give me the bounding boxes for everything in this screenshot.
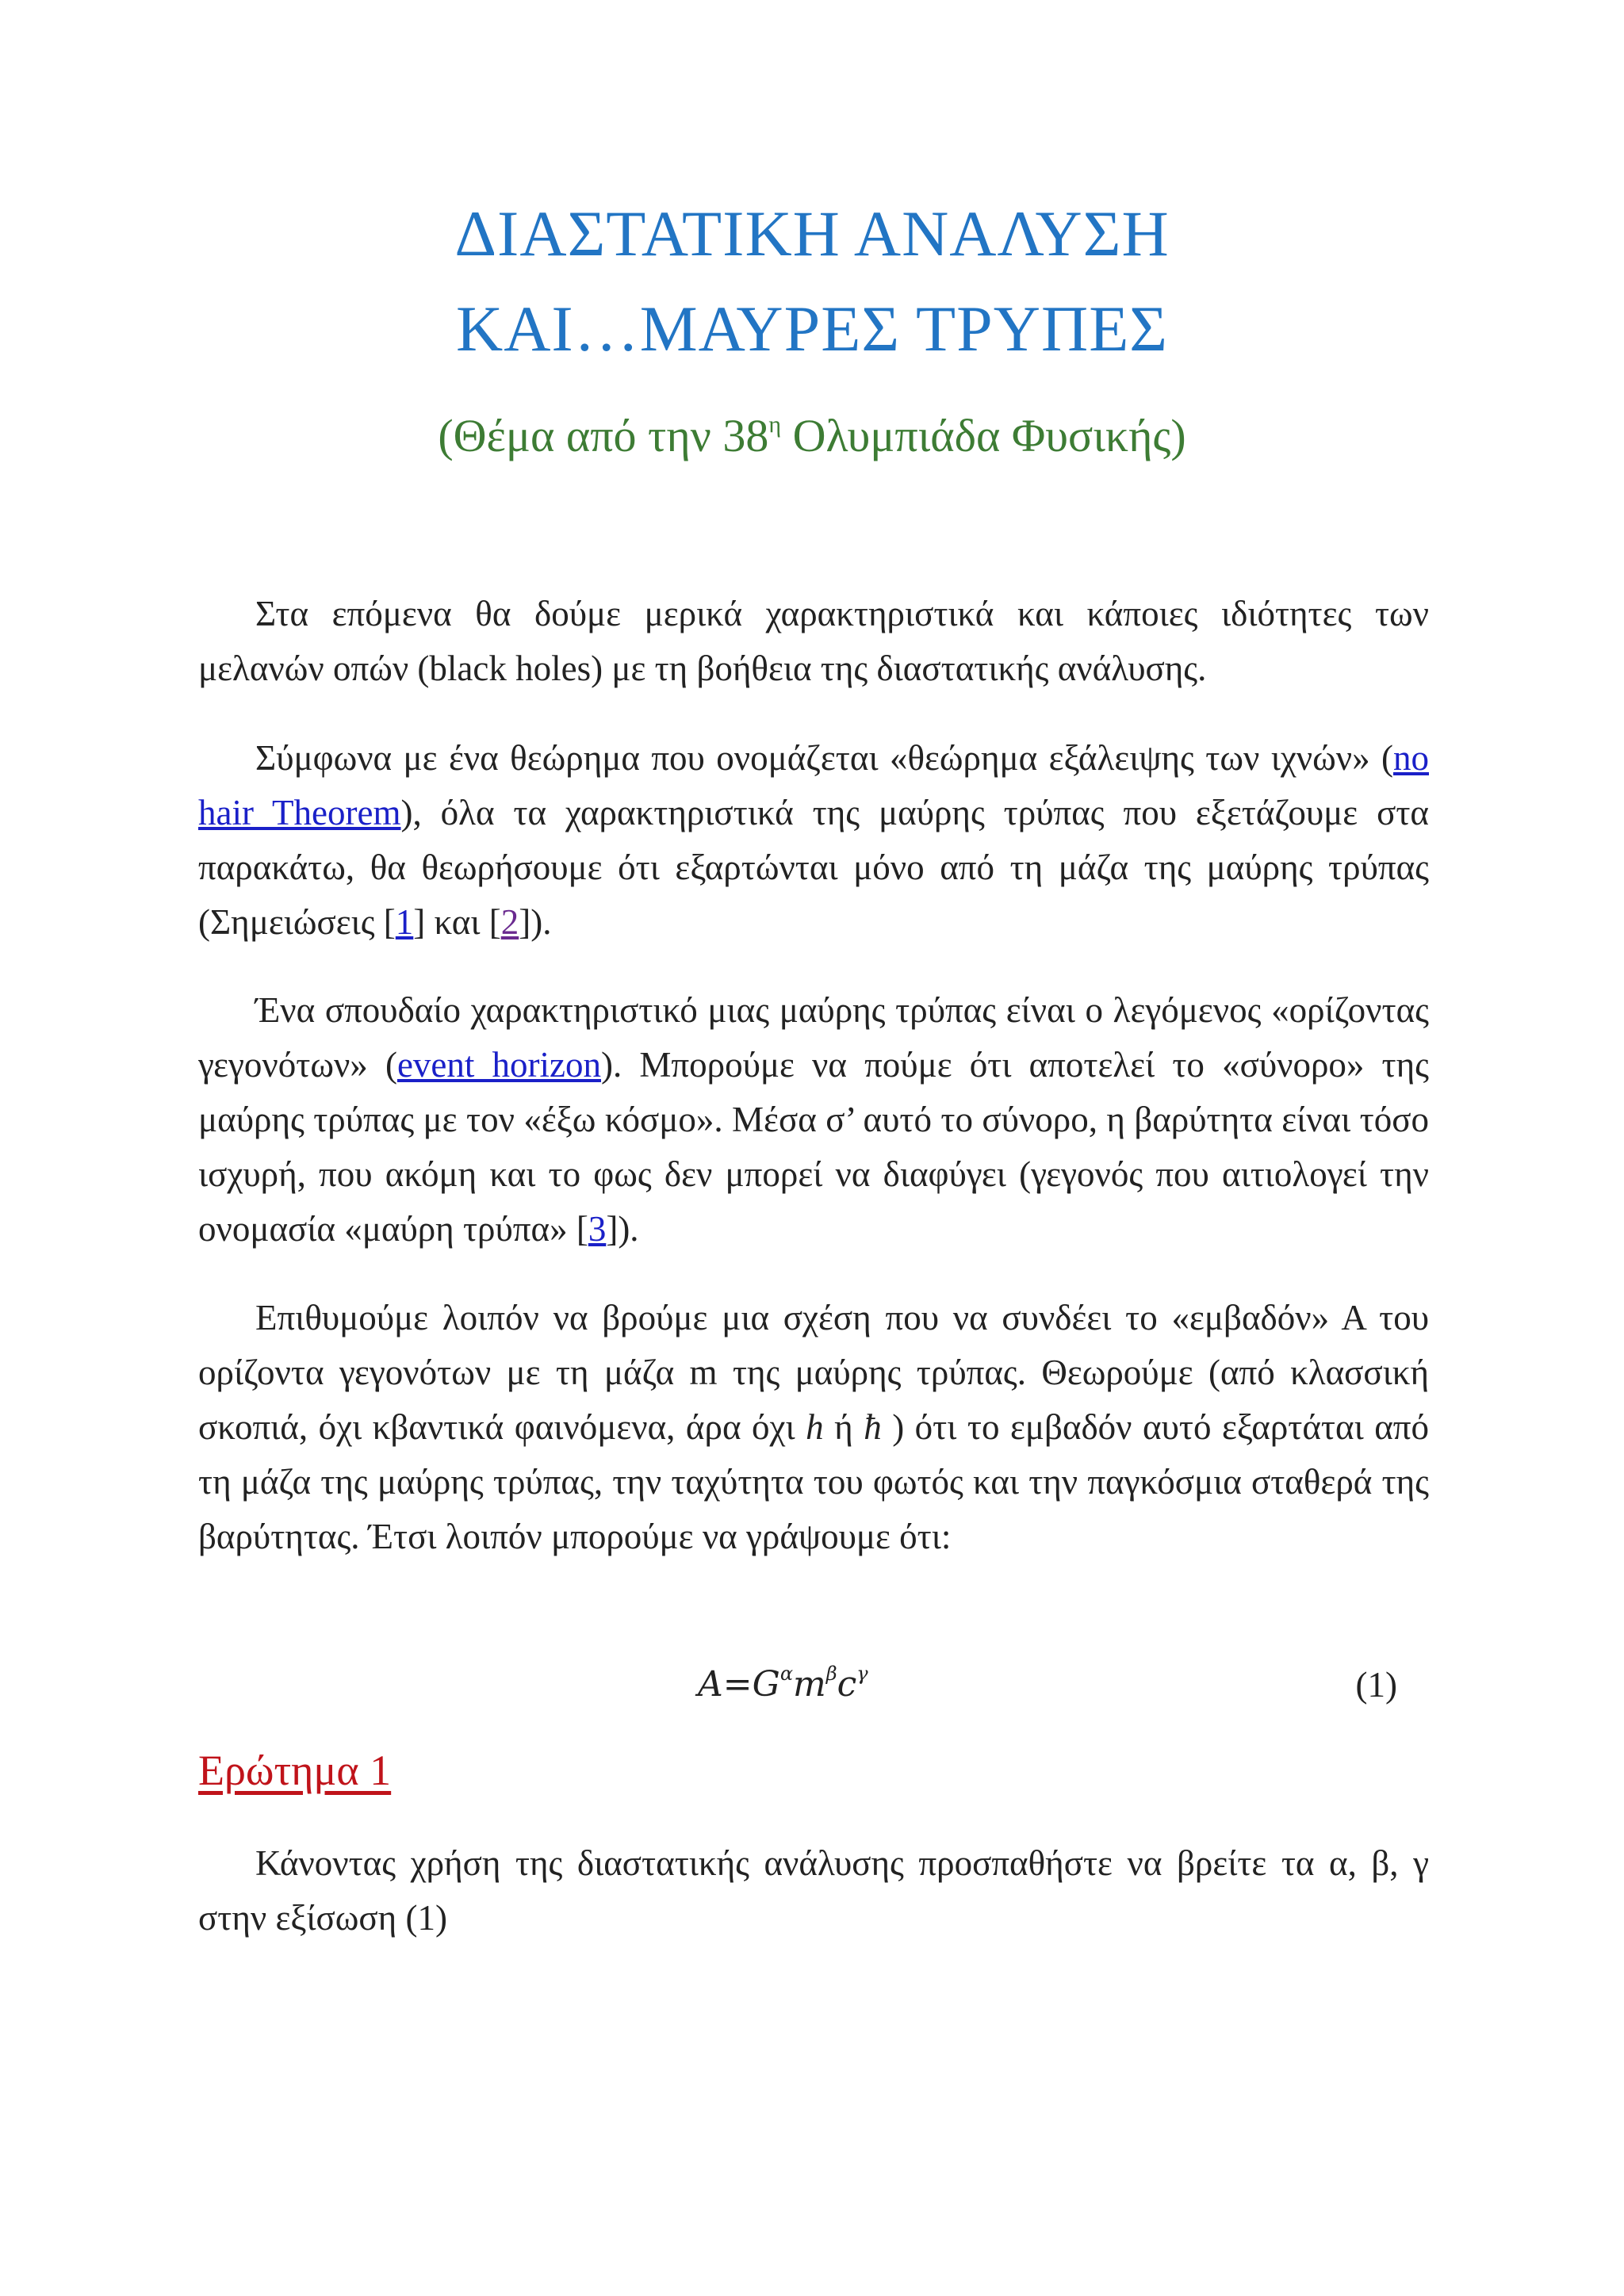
text-span: Επιθυμούμε λοιπόν να βρούμε μια σχέση που να συνδέει το «εμβαδόν» Α του ορίζοντα γεγονότων με τη μάζα m της μαύρης τρύπας. Θεωρούμε (από κλασσική σκοπιά, όχι κβαντικά φαινόμενα, άρα όχι: [198, 1298, 1429, 1447]
paragraph-no-hair: [198, 731, 1429, 950]
text-span: Σύμφωνα με ένα θεώρημα που ονομάζεται «θεώρημα εξάλειψης των ιχνών» (: [255, 738, 1393, 778]
text-span: ]).: [519, 902, 552, 942]
subtitle: [0, 408, 1624, 464]
note-3-link[interactable]: 3: [588, 1209, 607, 1249]
text-span: ) ότι το εμβαδόν αυτό εξαρτάται από τη μάζα της μαύρης τρύπας, την ταχύτητα του φωτός και την παγκόσμια σταθερά της βαρύτητας. Έτσι λοιπόν μπορούμε να γράψουμε ότι:: [198, 1407, 1429, 1556]
no-hair-theorem-link[interactable]: no hair Theorem: [198, 738, 1429, 832]
eq-c-exponent: γ: [856, 1663, 868, 1685]
eq-m-exponent: β: [825, 1663, 837, 1685]
question-1-heading: Ερώτημα 1: [198, 1747, 392, 1794]
question-1-text: Κάνοντας χρήση της διαστατικής ανάλυσης προσπαθήστε να βρείτε τα α, β, γ στην εξίσωση (1): [198, 1843, 1429, 1938]
paragraph-no-hair-text: [198, 731, 1429, 950]
paragraph-intro-text: Στα επόμενα θα δούμε μερικά χαρακτηριστικά και κάποιες ιδιότητες των μελανών οπών (black holes) με τη βοήθεια της διαστατικής ανάλυσης.: [198, 594, 1429, 688]
planck-h-symbol: h: [806, 1407, 824, 1447]
eq-c: c: [837, 1664, 857, 1705]
text-span: ]).: [606, 1209, 639, 1249]
paragraph-intro: [198, 587, 1429, 696]
equation-1: [198, 1657, 1429, 1720]
text-span: ). Μπορούμε να πούμε ότι αποτελεί το «σύνορο» της μαύρης τρύπας με τον «έξω κόσμο». Μέσα σ’ αυτό το σύνορο, η βαρύτητα είναι τόσο ισχυρή, που ακόμη και το φως δεν μπορεί να διαφύγει (γεγονός που αιτιολογεί την ονομασία «μαύρη τρύπα» [: [198, 1045, 1429, 1249]
subtitle-text-end: Ολυμπιάδα Φυσικής): [781, 410, 1186, 461]
text-span: Ένα σπουδαίο χαρακτηριστικό μιας μαύρης τρύπας είναι ο λεγόμενος «ορίζοντας γεγονότων» (: [198, 990, 1429, 1085]
eq-G-exponent: α: [779, 1663, 794, 1685]
text-span: ), όλα τα χαρακτηριστικά της μαύρης τρύπας που εξετάζουμε στα παρακάτω, θα θεωρήσουμε ότι εξαρτώνται μόνο από τη μάζα της μαύρης τρύπας (Σημειώσεις [: [198, 793, 1430, 942]
paragraph-area-relation-text: [198, 1291, 1429, 1564]
title-line-2: ΚΑΙ…ΜΑΥΡΕΣ ΤΡΥΠΕΣ: [455, 293, 1169, 365]
subtitle-text: (Θέμα από την 38: [438, 410, 769, 461]
note-2-link[interactable]: 2: [500, 902, 519, 942]
question-1-body: [198, 1836, 1429, 1946]
text-span: ] και [: [413, 902, 501, 942]
text-span: ή: [823, 1407, 864, 1447]
paragraph-event-horizon: [198, 983, 1429, 1257]
equation-formula: [698, 1657, 868, 1712]
eq-m: m: [793, 1664, 826, 1705]
hbar-symbol: ħ: [864, 1407, 882, 1447]
eq-equals: =: [722, 1664, 753, 1705]
eq-G: G: [752, 1664, 780, 1705]
event-horizon-link[interactable]: event horizon: [396, 1045, 601, 1085]
equation-number: (1): [1355, 1665, 1397, 1705]
paragraph-area-relation: [198, 1291, 1429, 1564]
note-1-link[interactable]: 1: [395, 902, 414, 942]
title-line-1: ΔΙΑΣΤΑΤΙΚΗ ΑΝΑΛΥΣΗ: [454, 197, 1170, 270]
paragraph-event-horizon-text: [198, 983, 1429, 1257]
eq-lhs: A: [698, 1664, 723, 1705]
subtitle-superscript: η: [768, 411, 782, 438]
